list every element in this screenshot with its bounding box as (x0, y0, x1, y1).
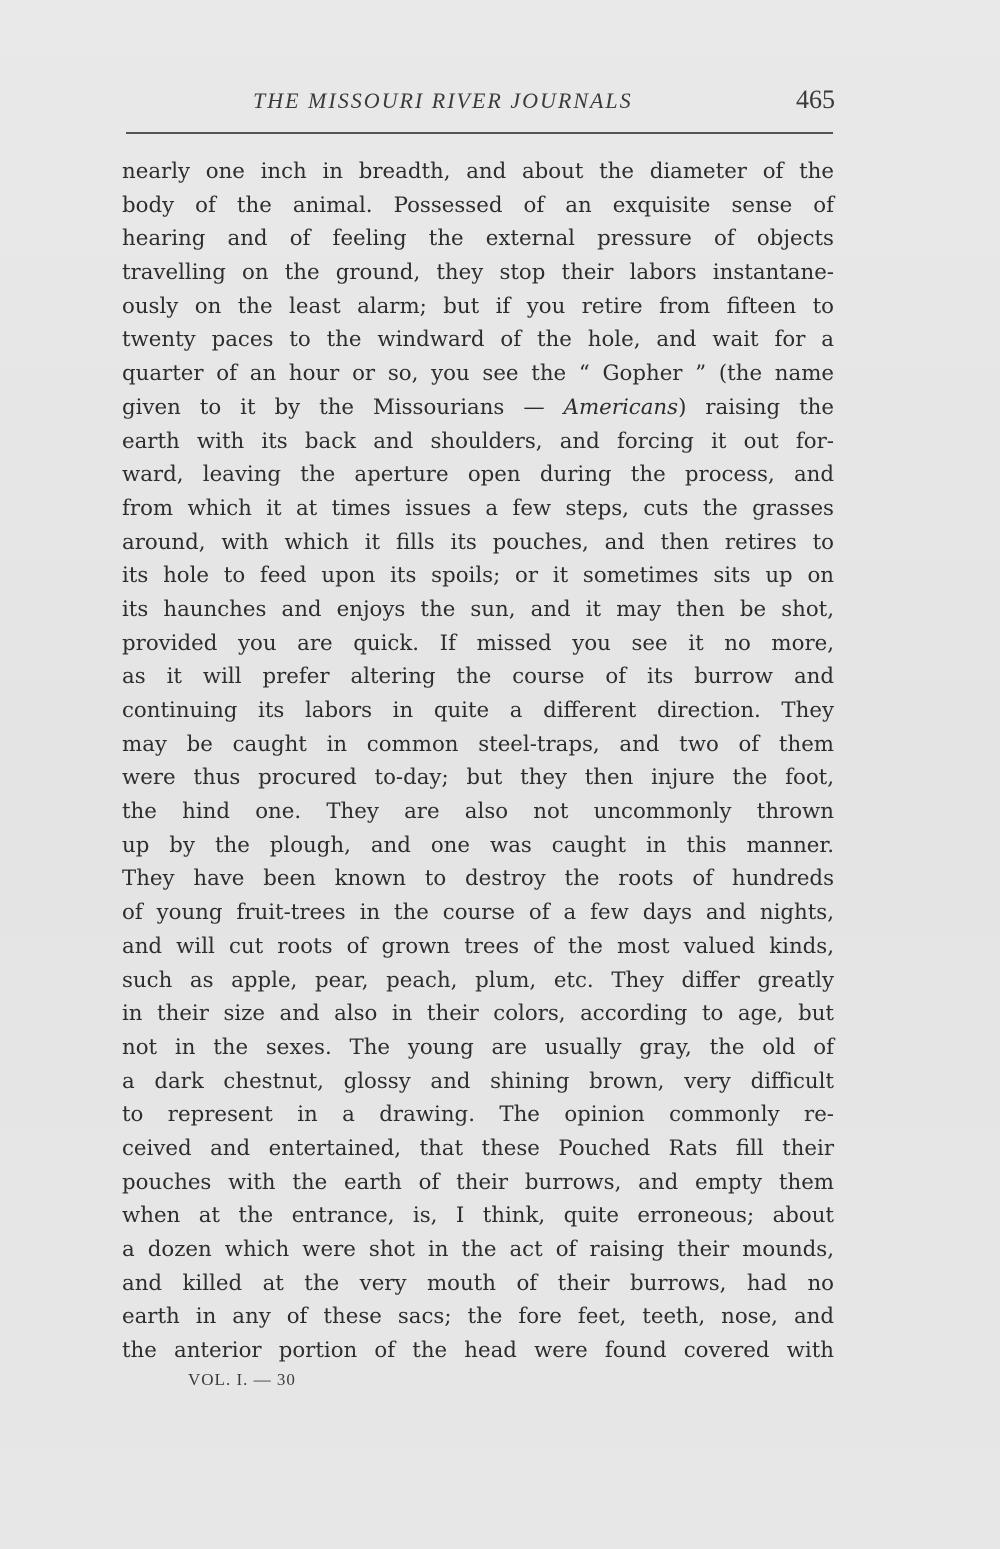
text-line-start: given to it by the Missourians — (122, 394, 564, 420)
page-header (123, 85, 835, 128)
text-line: such as apple, pear, peach, plum, etc. They differ greatly (122, 967, 834, 993)
text-line: earth in any of these sacs; the fore feet, teeth, nose, and (122, 1304, 834, 1330)
text-line: They have been known to destroy the roots of hundreds (122, 866, 834, 892)
text-line: from which it at times issues a few steps, cuts the grasses (122, 495, 834, 521)
text-line: provided you are quick. If missed you see it no more, (122, 630, 834, 656)
text-line: as it will prefer altering the course of its burrow and (122, 664, 834, 690)
text-line: of young fruit-trees in the course of a few days and nights, (122, 900, 834, 926)
text-line: ward, leaving the aperture open during the process, and (122, 462, 834, 488)
text-line: its hole to feed upon its spoils; or it sometimes sits up on (122, 563, 834, 589)
text-line: the hind one. They are also not uncommonly thrown (122, 799, 834, 825)
text-line: hearing and of feeling the external pressure of objects (122, 226, 834, 252)
text-line: were thus procured to-day; but they then injure the foot, (122, 765, 834, 791)
text-line: travelling on the ground, they stop their labors instantane- (122, 260, 834, 286)
text-line-mixed (122, 391, 834, 425)
text-line: continuing its labors in quite a different direction. They (122, 698, 834, 723)
text-line: ceived and entertained, that these Pouched Rats fill their (122, 1135, 834, 1161)
text-line: and killed at the very mouth of their burrows, had no (122, 1270, 834, 1296)
body-text (122, 155, 834, 1368)
text-line: and will cut roots of grown trees of the most valued kinds, (122, 933, 834, 959)
page-number: 465 (796, 85, 835, 114)
running-title: THE MISSOURI RIVER JOURNALS (253, 88, 633, 113)
text-line: a dozen which were shot in the act of raising their mounds, (122, 1237, 834, 1262)
text-line: when at the entrance, is, I think, quite erroneous; about (122, 1203, 834, 1229)
text-line: up by the plough, and one was caught in this manner. (122, 832, 834, 858)
text-line: twenty paces to the windward of the hole, and wait for a (122, 327, 834, 353)
text-line: quarter of an hour or so, you see the “ Gopher ” (the name (122, 361, 834, 387)
text-line: not in the sexes. The young are usually gray, the old of (122, 1034, 834, 1060)
text-line: earth with its back and shoulders, and forcing it out for- (122, 428, 834, 454)
text-line: the anterior portion of the head were found covered with (122, 1338, 834, 1364)
text-line: body of the animal. Possessed of an exquisite sense of (122, 192, 834, 218)
text-line: to represent in a drawing. The opinion commonly re- (122, 1102, 834, 1128)
text-line: in their size and also in their colors, according to age, but (122, 1001, 834, 1027)
signature-mark: VOL. I. — 30 (188, 1370, 296, 1389)
text-line: pouches with the earth of their burrows, and empty them (122, 1169, 834, 1195)
text-line: around, with which it fills its pouches, and then retires to (122, 529, 834, 555)
italic-word: Americans (563, 394, 679, 420)
text-line: its haunches and enjoys the sun, and it may then be shot, (122, 596, 834, 622)
text-line: nearly one inch in breadth, and about the diameter of the (122, 159, 834, 184)
header-rule (126, 132, 833, 134)
text-line: a dark chestnut, glossy and shining brown, very difficult (122, 1068, 834, 1094)
text-line-end: ) raising the (678, 394, 834, 420)
text-line: ously on the least alarm; but if you retire from fifteen to (122, 293, 834, 319)
text-line: may be caught in common steel-traps, and two of them (122, 731, 834, 757)
